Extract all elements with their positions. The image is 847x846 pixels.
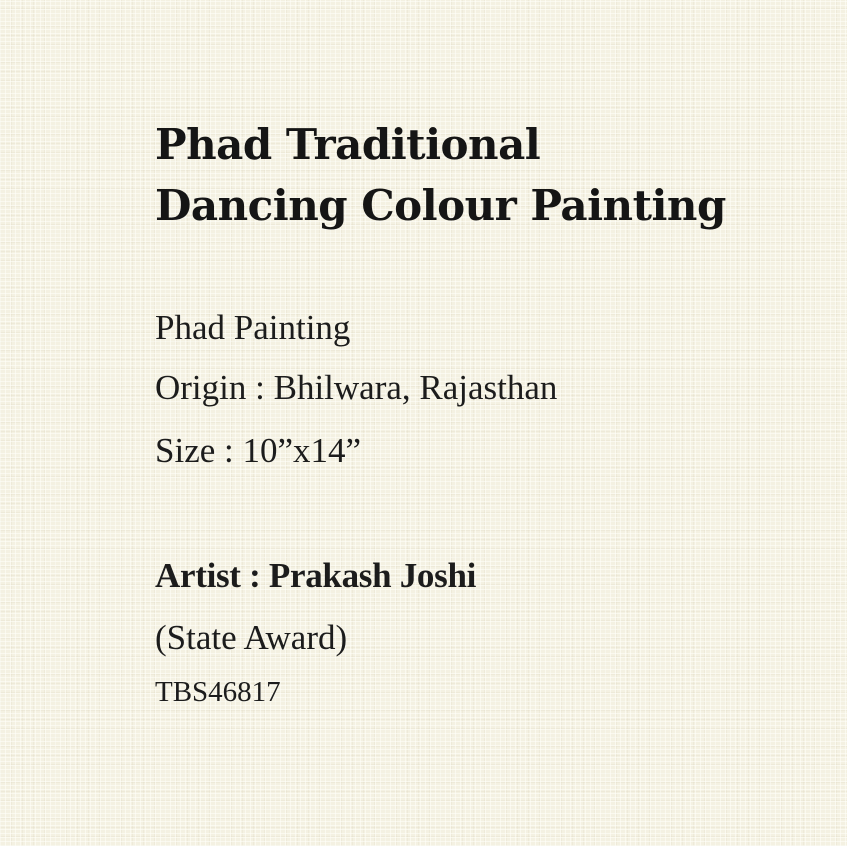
category-text: Phad Painting (155, 308, 351, 347)
award-text: (State Award) (155, 618, 348, 657)
artist-name: Artist : Prakash Joshi (155, 556, 477, 595)
title-line-1: Phad Traditional (155, 120, 541, 169)
title-line-2: Dancing Colour Painting (155, 181, 726, 230)
size-text: Size : 10”x14” (155, 431, 362, 470)
product-code: TBS46817 (155, 676, 281, 708)
origin-text: Origin : Bhilwara, Rajasthan (155, 368, 558, 407)
product-info-card (155, 0, 815, 846)
